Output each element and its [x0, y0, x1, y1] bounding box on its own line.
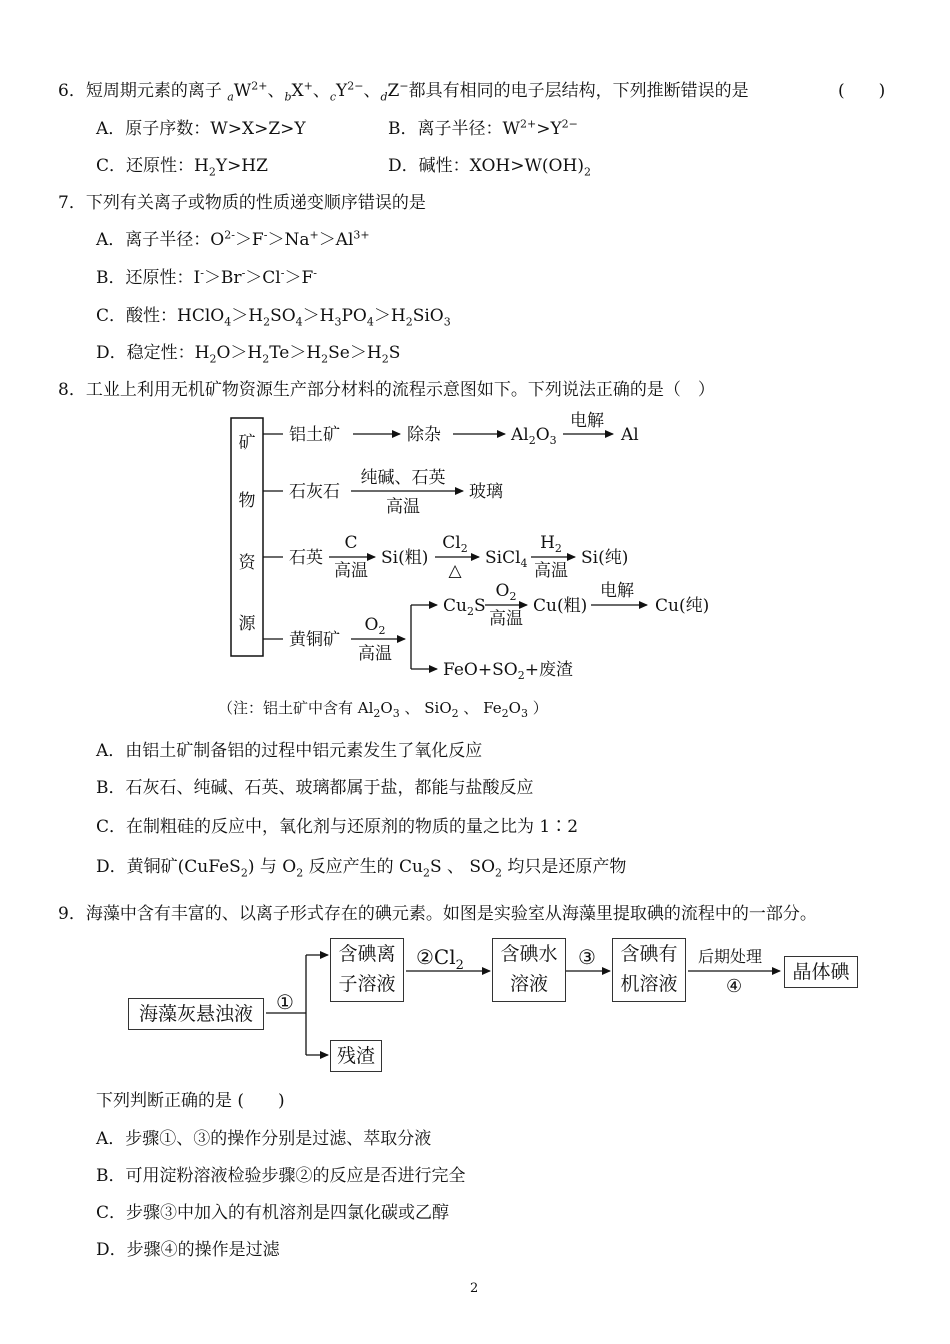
question-6-answer-paren: ( ) — [838, 81, 886, 101]
step-3-label: ③ — [578, 945, 596, 969]
page-number: 2 — [470, 1281, 479, 1296]
row1-purify: 除杂 — [407, 425, 441, 445]
q6-option-a[interactable]: A．原子序数：W>X>Z>Y — [96, 119, 306, 139]
q7-option-a[interactable]: A．离子半径：$O^{2-}>F^->Na^+>Al^{3+}$ — [96, 228, 370, 250]
q7-option-b[interactable]: B．还原性：I-＞Br-＞Cl-＞F- — [96, 266, 317, 288]
row4-crude-cu: Cu(粗) — [533, 596, 588, 616]
row4-cu2s: $Cu_2S$ — [443, 596, 486, 618]
row4-cond-bottom: 高温 — [358, 644, 392, 664]
iodine-organic-solution-box: 含碘有机溶液 — [612, 938, 686, 1002]
step-2-label: $②Cl_2$ — [416, 945, 464, 973]
q9-option-b[interactable]: B．可用淀粉溶液检验步骤②的反应是否进行完全 — [96, 1166, 466, 1186]
iodine-water-box: 含碘水溶液 — [492, 938, 566, 1002]
row4-pure-cu: Cu(纯) — [655, 596, 710, 616]
row1-alumina: $Al_2O_3$ — [511, 425, 557, 447]
row1-bauxite: 铝土矿 — [289, 425, 340, 445]
crystal-iodine-box: 晶体碘 — [784, 956, 858, 988]
row3-c2-bottom: △ — [448, 561, 462, 581]
row2-limestone: 石灰石 — [289, 482, 340, 502]
row2-cond-bottom: 高温 — [386, 497, 420, 517]
row4-up-cond-top: $O_2$ — [495, 581, 517, 603]
question-8-stem: 8．工业上利用无机矿物资源生产部分材料的流程示意图如下。下列说法正确的是（ ） — [58, 380, 715, 400]
q9-option-a[interactable]: A．步骤①、③的操作分别是过滤、萃取分液 — [96, 1129, 432, 1149]
side-char-4: 源 — [238, 614, 256, 634]
q6-option-b[interactable]: B．离子半径：$W^{2+}>Y^{2-}$ — [388, 117, 578, 139]
side-char-3: 资 — [238, 553, 256, 573]
q7-option-c[interactable]: C．酸性：$HClO_4>H_2SO_4>H_3PO_4>H_2SiO_3$ — [96, 306, 451, 329]
question-9-stem: 9．海藻中含有丰富的、以离子形式存在的碘元素。如图是实验室从海藻里提取碘的流程中的一部分。 — [58, 904, 817, 924]
q8-option-b[interactable]: B．石灰石、纯碱、石英、玻璃都属于盐，都能与盐酸反应 — [96, 778, 534, 798]
q9-option-c[interactable]: C．步骤③中加入的有机溶剂是四氯化碳或乙醇 — [96, 1203, 450, 1223]
q9-judge-prompt: 下列判断正确的是 ( ) — [96, 1091, 285, 1111]
q6-option-d[interactable]: D．碱性：$XOH>W(OH)_2$ — [388, 156, 591, 179]
row3-sicl4: SiCl$_4$ — [485, 548, 528, 570]
row1-aluminum: Al — [621, 425, 639, 445]
seaweed-ash-suspension-box: 海藻灰悬浊液 — [128, 998, 264, 1030]
row4-byproducts: $FeO+SO_2+$废渣 — [443, 660, 573, 682]
row3-pure-si: Si(纯) — [581, 548, 629, 568]
q8-note: （注：铝土矿中含有 $Al_2O_3$ 、 SiO$_2$ 、 $Fe_2O_3$ ） — [218, 699, 548, 720]
row3-c2-top: $Cl_2$ — [442, 533, 468, 555]
iodide-solution-box: 含碘离子溶液 — [330, 938, 404, 1002]
row1-electrolysis: 电解 — [570, 411, 604, 431]
side-char-1: 矿 — [238, 433, 256, 453]
residue-box: 残渣 — [330, 1040, 382, 1072]
row3-c1-top: C — [344, 533, 358, 553]
row3-c3-top: $H_2$ — [540, 533, 562, 555]
question-7-stem: 7．下列有关离子或物质的性质递变顺序错误的是 — [58, 193, 426, 213]
question-6-stem: 6．短周期元素的离子 $_aW^{2+}$、$_b$X+、$_cY^{2-}$、$_d$Z−都具有相同的电子层结构，下列推断错误的是 — [58, 79, 749, 104]
q7-option-d[interactable]: D．稳定性：$H_2O>H_2Te>H_2Se>H_2S$ — [96, 343, 401, 366]
row3-quartz: 石英 — [289, 548, 323, 568]
q9-option-d[interactable]: D．步骤④的操作是过滤 — [96, 1240, 280, 1260]
q8-option-c[interactable]: C．在制粗硅的反应中，氧化剂与还原剂的物质的量之比为 1∶2 — [96, 817, 579, 837]
row3-c3-bottom: 高温 — [534, 561, 568, 581]
row2-glass: 玻璃 — [469, 482, 503, 502]
q8-option-a[interactable]: A．由铝土矿制备铝的过程中铝元素发生了氧化反应 — [96, 741, 483, 761]
q8-option-d[interactable]: D．黄铜矿(CuFeS$_2$) 与 $O_2$ 反应产生的 $Cu_2S$ 、 $SO_2$ 均只是还原产物 — [96, 857, 627, 880]
row3-crude-si: Si(粗) — [381, 548, 429, 568]
row2-cond-top: 纯碱、石英 — [360, 468, 446, 488]
row4-cond-top: $O_2$ — [364, 615, 386, 637]
row4-up-cond-bottom: 高温 — [489, 609, 523, 629]
step-1-label: ① — [276, 990, 294, 1014]
step-4-top-label: 后期处理 — [698, 947, 763, 966]
row4-chalcopyrite: 黄铜矿 — [289, 630, 340, 650]
row4-electrolysis: 电解 — [600, 581, 634, 601]
row3-c1-bottom: 高温 — [334, 561, 368, 581]
q6-option-c[interactable]: C．还原性：$H_2Y>HZ$ — [96, 156, 268, 179]
step-4-label: ④ — [726, 976, 743, 997]
side-char-2: 物 — [238, 491, 256, 511]
mineral-flow-diagram — [225, 408, 745, 686]
